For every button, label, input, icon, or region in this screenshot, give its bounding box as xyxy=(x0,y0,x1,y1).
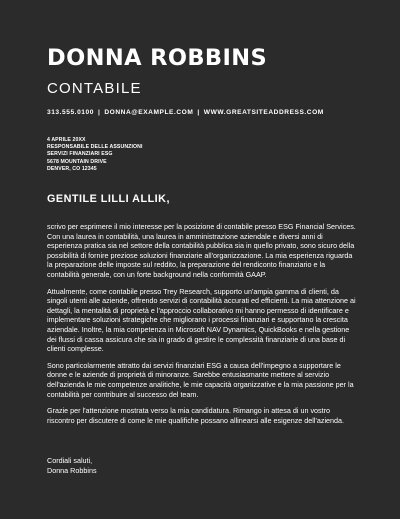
signature-name: Donna Robbins xyxy=(47,465,97,475)
letter-body xyxy=(47,222,356,432)
email-link[interactable]: DONNA@EXAMPLE.COM xyxy=(104,109,194,116)
recipient-city: DENVER, CO 12345 xyxy=(47,165,97,172)
contact-separator: | xyxy=(97,109,101,116)
recipient-block xyxy=(47,137,143,173)
body-paragraph: scrivo per esprimere il mio interesse per la posizione di contabile presso ESG Financial Services. Con una laurea in contabilità, una laurea in amministrazione aziendale e diversi anni di esperienza pratica sia nel settore della contabilità pubblica sia in quello privato, sono sicuro della possibilità di fornire preziose soluzioni finanziarie all'organizzazione. La mia esperienza riguarda la preparazione delle imposte sul reddito, la preparazione del rendiconto finanziario e la contabilità generale, con un forte background nella conformità GAAP. xyxy=(47,222,356,279)
body-paragraph: Grazie per l'attenzione mostrata verso la mia candidatura. Rimango in attesa di un vostro riscontro per discutere di come le mie qualifiche possano allinearsi alle esigenze dell'azienda. xyxy=(47,406,345,425)
recipient-street: 5678 MOUNTAIN DRIVE xyxy=(47,158,107,165)
contact-separator: | xyxy=(197,109,200,116)
applicant-job-title: CONTABILE xyxy=(47,80,142,97)
body-paragraph: Sono particolarmente attratto dai servizi finanziari ESG a causa dell'impegno a supportare le donne e le aziende di proprietà di minoranze. Sarebbe entusiasmante mettere al servizio dell'azienda le mie competenze analitiche, le mie capacità organizzative e la mia passione per la contabilità per contribuire al successo del team. xyxy=(47,360,354,399)
website-link[interactable]: WWW.GREATSITEADDRESS.COM xyxy=(203,109,324,116)
contact-line xyxy=(47,108,324,117)
recipient-role: RESPONSABILE DELLE ASSUNZIONI xyxy=(47,144,143,151)
letter-greeting: GENTILE LILLI ALLIK, xyxy=(47,193,170,205)
letter-closing xyxy=(47,456,97,475)
body-paragraph: Attualmente, come contabile presso Trey Research, supporto un'ampia gamma di clienti, da singoli utenti alle aziende, offrendo servizi di contabilità accurati ed efficienti. La mia attenzione ai dettagli, la mentalità di proprietà e l'approccio collaborativo mi hanno permesso di identificare e implementare soluzioni strategiche che migliorano i processi finanziari e supportano la crescita aziendale. Inoltre, la mia competenza in Microsoft NAV Dynamics, QuickBooks e nella gestione dei flussi di cassa assicura che sia in grado di gestire le complessità finanziarie di una base di clienti complesse. xyxy=(47,286,356,354)
letter-date: 4 APRILE 20XX xyxy=(47,137,86,143)
sign-off: Cordiali saluti, xyxy=(47,456,93,465)
recipient-company: SERVIZI FINANZIARI ESG xyxy=(47,151,113,158)
applicant-name: DONNA ROBBINS xyxy=(47,45,268,71)
phone-number[interactable]: 313.555.0100 xyxy=(47,109,94,116)
